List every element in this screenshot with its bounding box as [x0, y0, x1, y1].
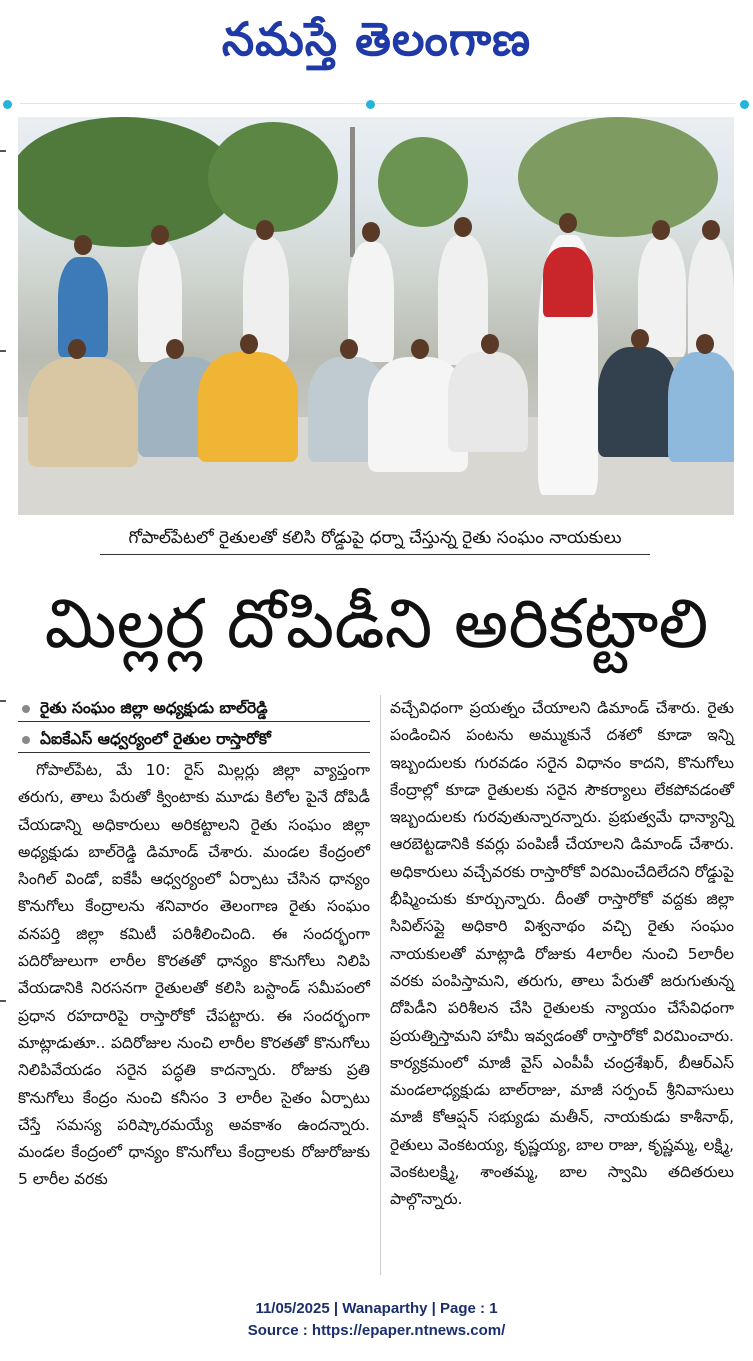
masthead-separator-right: [376, 103, 736, 104]
newspaper-masthead: నమస్తే తెలంగాణ: [221, 12, 532, 66]
page-footer: [0, 1298, 753, 1342]
photo-head: [68, 339, 86, 359]
photo-tree: [378, 137, 468, 227]
photo-tree: [18, 117, 238, 247]
photo-seated-person: [668, 352, 734, 462]
separator-dot: [3, 100, 12, 109]
photo-tree: [208, 122, 338, 232]
photo-caption: గోపాల్‌పేటలో రైతులతో కలిసి రోడ్డుపై ధర్నా చేస్తున్న రైతు సంఘం నాయకులు: [100, 524, 650, 555]
photo-head: [74, 235, 92, 255]
article-body-left: గోపాల్‌పేట, మే 10: రైస్‌ మిల్లర్లు జిల్లా వ్యాప్తంగా తరుగు, తాలు పేరుతో క్వింటాకు మూడు కిలోల పైనే దోపిడీ చేయడాన్ని అధికారులు అరికట్టాలని రైతు సంఘం జిల్లా అధ్యక్షుడు బాల్‌రెడ్డి డిమాండ్‌ చేశారు. మండల కేంద్రంలో సింగిల్‌ విండో, ఐకేపీ ఆధ్వర్యంలో ఏర్పాటు చేసిన ధాన్యం కొనుగోలు కేంద్రాలను శనివారం తెలంగాణ రైతు సంఘం వనపర్తి జిల్లా కమిటీ పరిశీలించింది. ఈ సందర్భంగా పదిరోజులుగా లారీల కొరతతో ధాన్యం కొనుగోలు నిలిపి వేయడానికి నిరసనగా రైతులతో కలిసి బస్టాండ్‌ సమీపంలో ప్రధాన రహదారిపై రాస్తారోకో చేపట్టారు. ఈ సందర్భంగా మాట్లాడుతూ.. పదిరోజుల నుంచి లారీల కొరతతో కొనుగోలు నిలిపివేయడం సరైన పద్ధతి కాదన్నారు. రోజుకు ప్రతి కొనుగోలు కేంద్రం నుంచి కనీసం 3 లారీల సైతం ఏర్పాటు చేస్తే సమస్య పరిష్కారమయ్యే అవకాశం ఉందన్నారు. మండల కేంద్రంలో ధాన్యం కొనుగోలు కేంద్రాలకు రోజురోజుకు 5 లారీల వరకు: [18, 761, 370, 1189]
column-divider: [380, 695, 381, 1275]
subhead-bullet: ఏఐకేఎస్‌ ఆధ్వర్యంలో రైతుల రాస్తారోకో: [18, 726, 370, 753]
article-column-left: [18, 695, 370, 1194]
margin-mark: [0, 1000, 6, 1002]
article-column-right: [390, 695, 734, 1214]
footer-source-line: Source : https://epaper.ntnews.com/: [247, 1322, 506, 1339]
margin-mark: [0, 150, 6, 152]
photo-head: [340, 339, 358, 359]
photo-head: [702, 220, 720, 240]
photo-head: [481, 334, 499, 354]
photo-head: [559, 213, 577, 233]
separator-dot: [740, 100, 749, 109]
photo-head: [151, 225, 169, 245]
subhead-bullet: రైతు సంఘం జిల్లా అధ్యక్షుడు బాల్‌రెడ్డి: [18, 695, 370, 722]
separator-dot: [366, 100, 375, 109]
photo-seated-person: [28, 357, 138, 467]
footer-edition-line: 11/05/2025 | Wanaparthy | Page : 1: [255, 1300, 498, 1317]
photo-head: [652, 220, 670, 240]
article-headline: మిల్లర్ల దోపిడీని అరికట్టాలి: [44, 585, 709, 664]
photo-head: [240, 334, 258, 354]
photo-head: [696, 334, 714, 354]
photo-head: [411, 339, 429, 359]
masthead-separator-left: [20, 103, 365, 104]
photo-head: [166, 339, 184, 359]
margin-mark: [0, 700, 6, 702]
photo-seated-yellow-shirt: [198, 352, 298, 462]
photo-seated-person: [448, 352, 528, 452]
article-body-right: వచ్చేవిధంగా ప్రయత్నం చేయాలని డిమాండ్‌ చేశారు. రైతు పండించిన పంటను అమ్ముకునే దశలో కూడా ఇన్ని ఇబ్బందులకు గురవడం సరైన విధానం కాదని, కొనుగోలు కేంద్రాల్లో కూడా రైతులకు సరైన సౌకర్యాలు లేకపోవడంతో ఇబ్బందులకు గురవుతున్నారన్నారు. ప్రభుత్వమే ధాన్యాన్ని ఆరబెట్టడానికి కవర్లు పంపిణీ చేయాలని డిమాండ్‌ చేశారు. అధికారులు వచ్చేవరకు రాస్తారోకో విరమించేదిలేదని రోడ్డుపై భీష్మించుకు కూర్చున్నారు. దీంతో రాస్తారోకో వద్దకు జిల్లా సివిల్‌సప్లై అధికారి విశ్వనాథం వచ్చి రైతు సంఘం నాయకులతో మాట్లాడి రోజుకు 4లారీల నుంచి 5లారీల వరకు పంపిస్తామని, తరుగు, తాలు పేరుతో జరుగుతున్న దోపిడీని పరిశీలన చేసి రైతులకు న్యాయం చేసేవిధంగా ప్రయత్నిస్తామని హామీ ఇవ్వడంతో రాస్తారోకో విరమించారు. కార్యక్రమంలో మాజీ వైస్‌ ఎంపీపీ చంద్రశేఖర్‌, బీఆర్‌ఎస్‌ మండలాధ్యక్షుడు బాల్‌రాజు, మాజీ సర్పంచ్‌ శ్రీనివాసులు మాజీ కోఆప్షన్‌ సభ్యుడు మతీన్‌, నాయకుడు కాశీనాథ్‌, రైతులు వెంకటయ్య, కృష్ణయ్య, బాల రాజు, కృష్ణమ్మ, లక్ష్మి, వెంకటలక్ష్మి, శాంతమ్మ, బాల స్వామి తదితరులు పాల్గొన్నారు.: [390, 699, 734, 1209]
photo-head: [362, 222, 380, 242]
photo-electric-pole: [350, 127, 355, 257]
photo-seated-person: [598, 347, 678, 457]
photo-red-scarf: [543, 247, 593, 317]
photo-head: [454, 217, 472, 237]
margin-mark: [0, 350, 6, 352]
photo-head: [256, 220, 274, 240]
news-photo-protest: [18, 117, 734, 515]
photo-tree: [518, 117, 718, 237]
photo-head: [631, 329, 649, 349]
